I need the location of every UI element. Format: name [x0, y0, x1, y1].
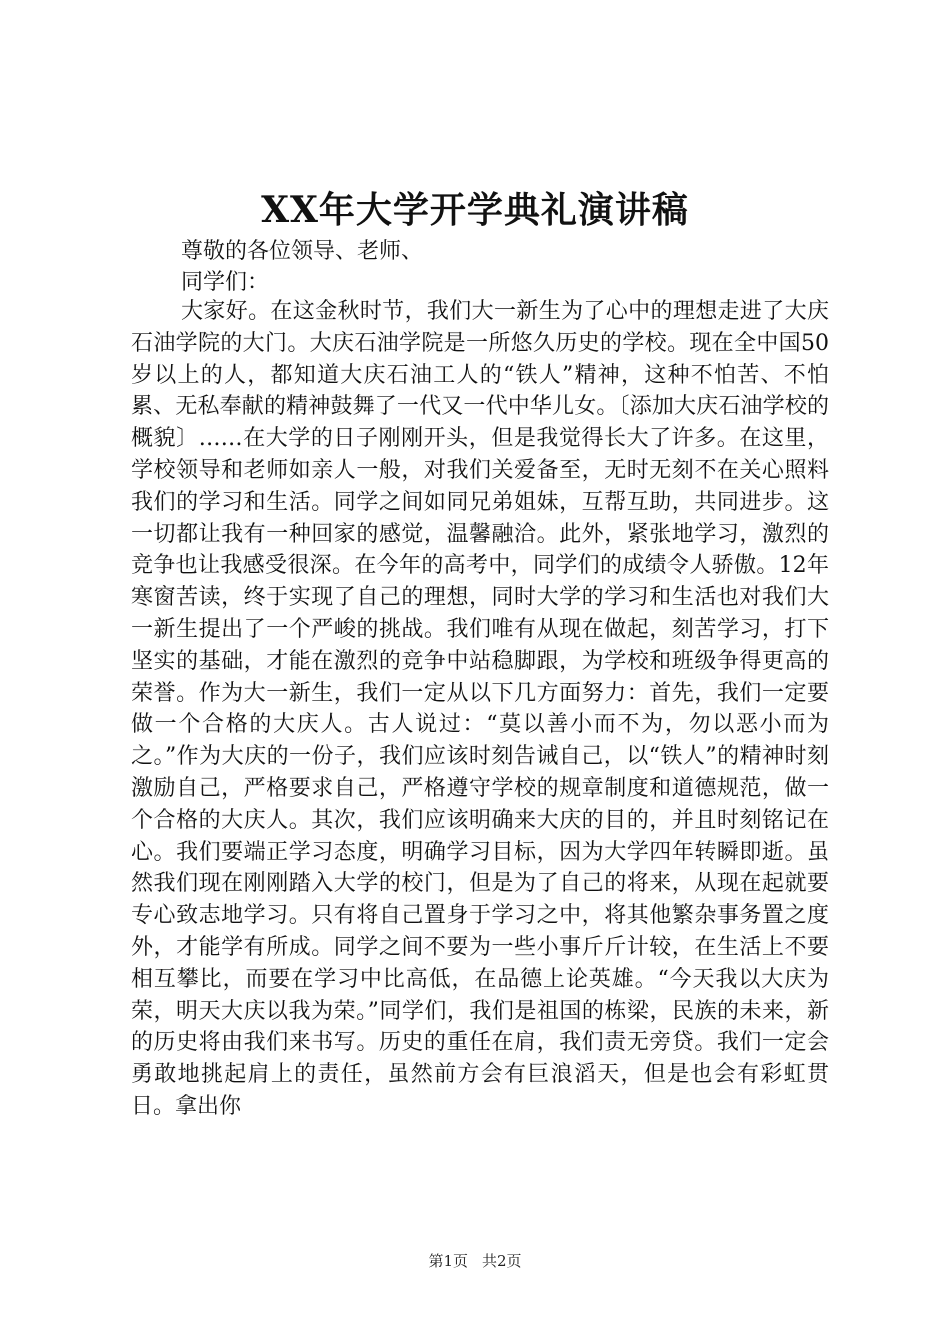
salutation-line-2: 同学们：: [181, 270, 270, 295]
document-title: XX年大学开学典礼演讲稿: [261, 189, 689, 231]
salutation-line-1: 尊敬的各位领导、老师、: [181, 239, 424, 264]
body-paragraph: 大家好。在这金秋时节，我们大一新生为了心中的理想走进了大庆石油学院的大门。大庆石油学院是一所悠久历史的学校。现在全中国50岁以上的人，都知道大庆石油工人的“铁人”精神，这种不怕苦、不怕累、无私奉献的精神鼓舞了一代又一代中华儿女。〔添加大庆石油学校的概貌〕……在大学的日子刚刚开头，但是我觉得长大了许多。在这里，学校领导和老师如亲人一般，对我们关爱备至，无时无刻不在关心照料我们的学习和生活。同学之间如同兄弟姐妹，互帮互助，共同进步。这一切都让我有一种回家的感觉，温馨融洽。此外，紧张地学习，激烈的竞争也让我感受很深。在今年的高考中，同学们的成绩令人骄傲。12年寒窗苦读，终于实现了自己的理想，同时大学的学习和生活也对我们大一新生提出了一个严峻的挑战。我们唯有从现在做起，刻苦学习，打下坚实的基础，才能在激烈的竞争中站稳脚跟，为学校和班级争得更高的荣誉。作为大一新生，我们一定从以下几方面努力：首先，我们一定要做一个合格的大庆人。古人说过：“莫以善小而不为，勿以恶小而为之。”作为大庆的一份子，我们应该时刻告诫自己，以“铁人”的精神时刻激励自己，严格要求自己，严格遵守学校的规章制度和道德规范，做一个合格的大庆人。其次，我们应该明确来大庆的目的，并且时刻铭记在心。我们要端正学习态度，明确学习目标，因为大学四年转瞬即逝。虽然我们现在刚刚踏入大学的校门，但是为了自己的将来，从现在起就要专心致志地学习。只有将自己置身于学习之中，将其他繁杂事务置之度外，才能学有所成。同学之间不要为一些小事斤斤计较，在生活上不要相互攀比，而要在学习中比高低，在品德上论英雄。“今天我以大庆为荣，明天大庆以我为荣。”同学们，我们是祖国的栋梁，民族的未来，新的历史将由我们来书写。历史的重任在肩，我们责无旁贷。我们一定会勇敢地挑起肩上的责任，虽然前方会有巨浪滔天，但是也会有彩虹贯日。拿出你: [131, 299, 829, 1119]
page-number-current: 第1页: [428, 1252, 468, 1270]
page-footer: [0, 1251, 950, 1271]
page-number-total: 共2页: [482, 1252, 522, 1270]
